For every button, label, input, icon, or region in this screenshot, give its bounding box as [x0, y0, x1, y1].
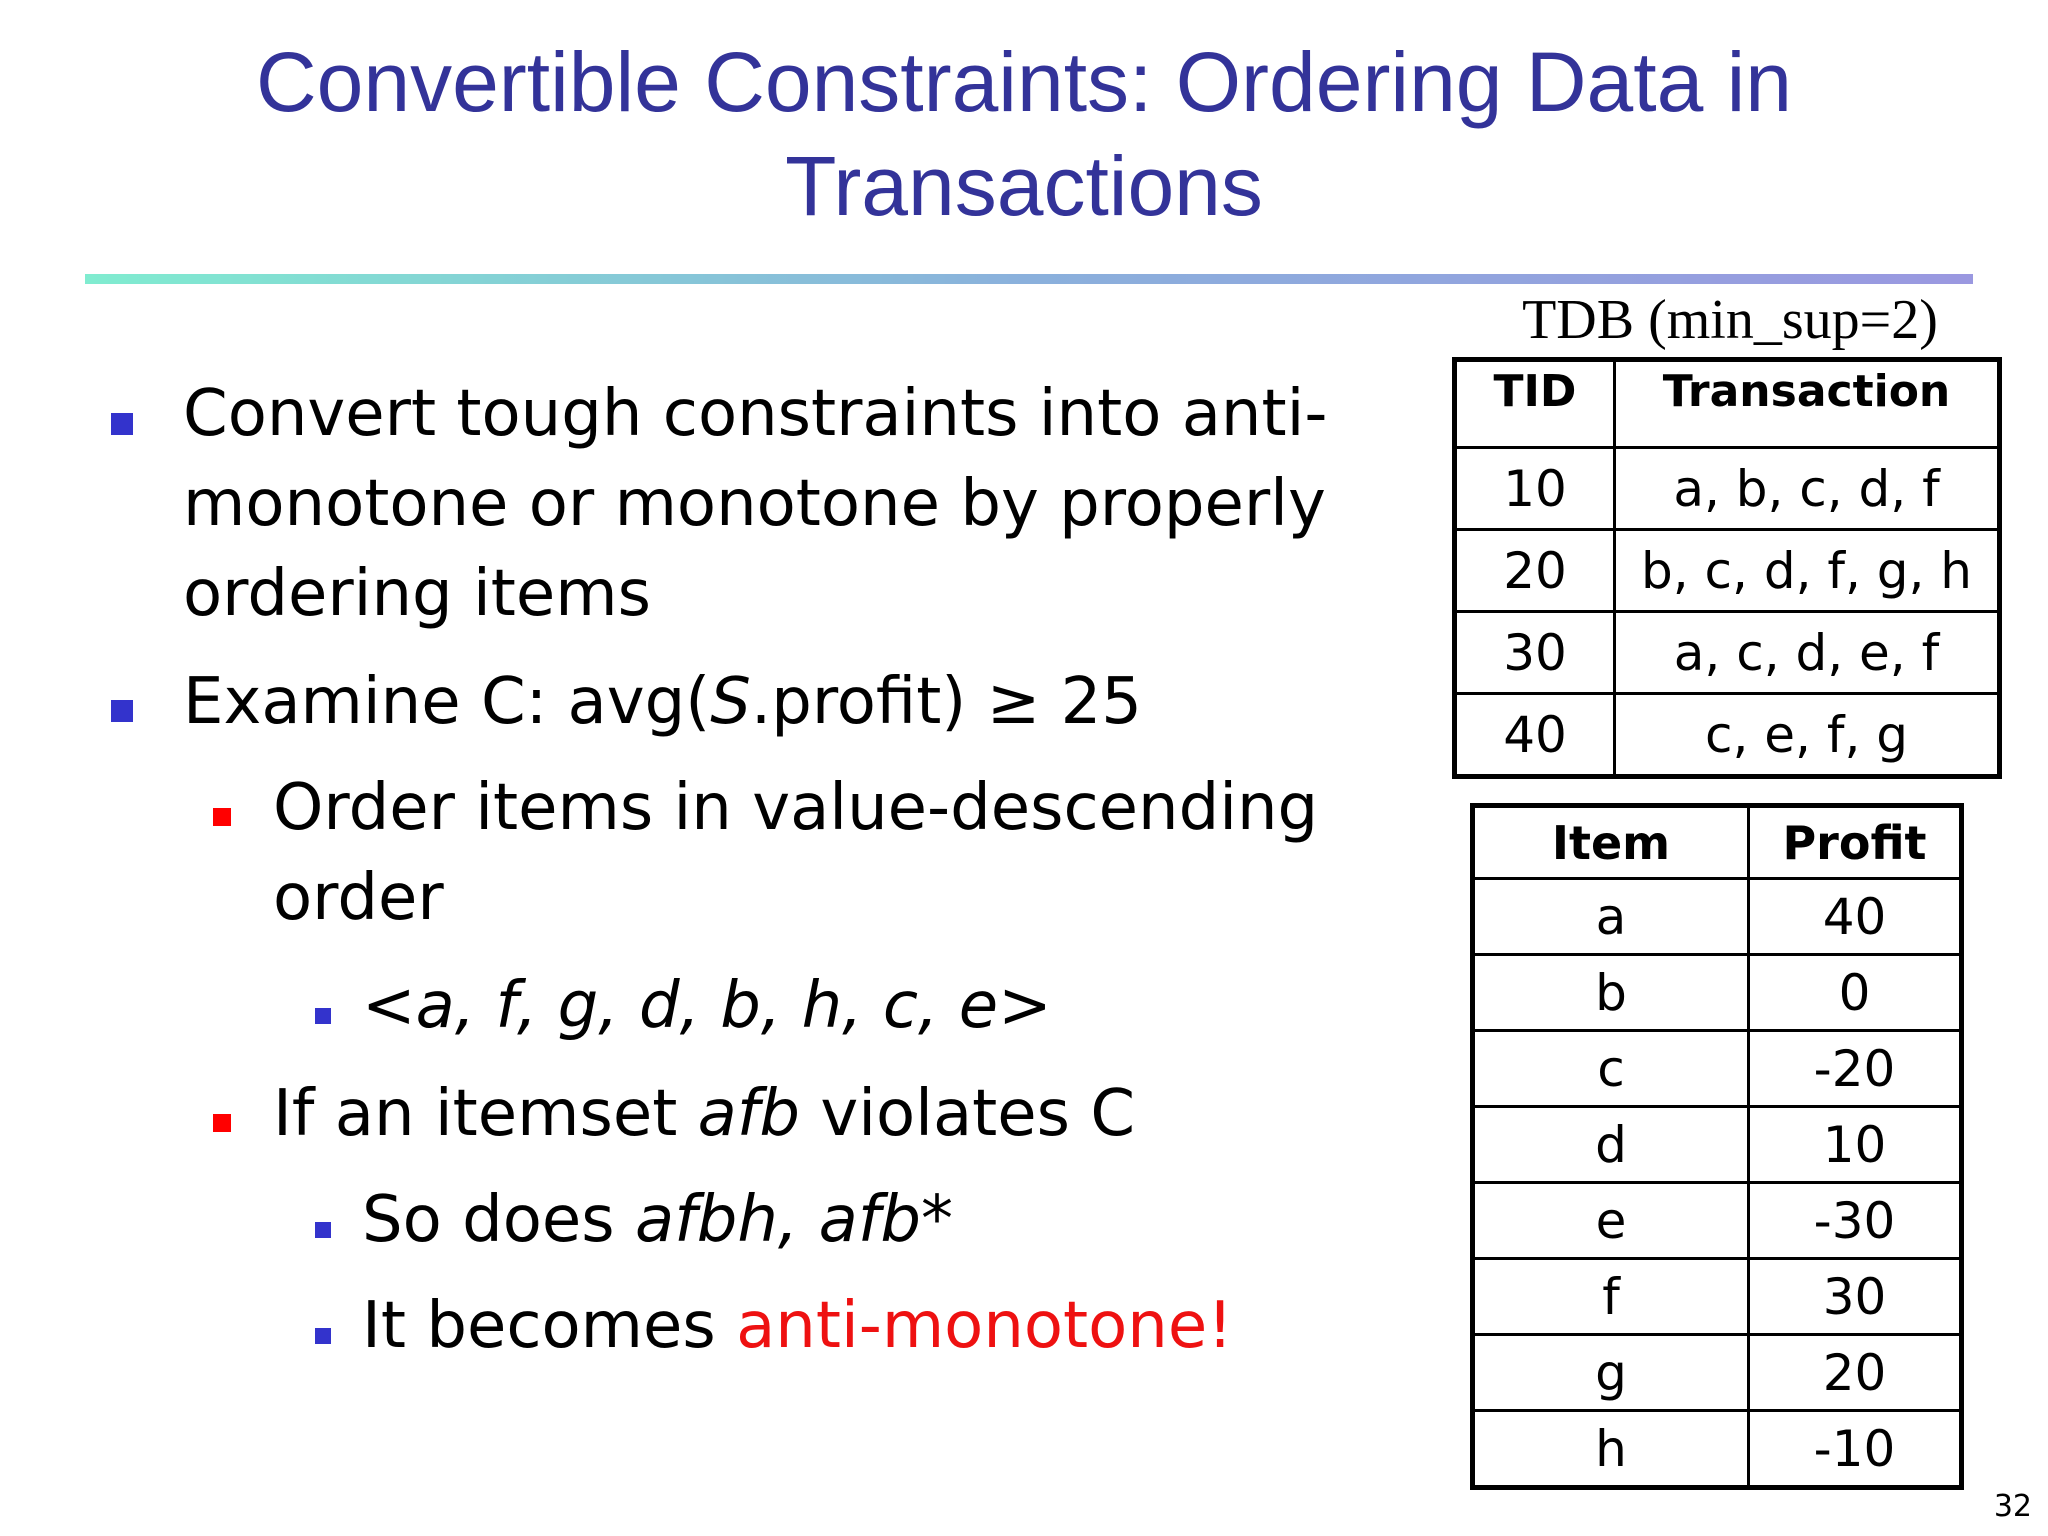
bullet-2-2-variable: afb — [697, 1077, 800, 1151]
bullet-2-variable: S — [710, 665, 751, 739]
profit-cell: -30 — [1749, 1183, 1962, 1259]
profit-cell: 10 — [1749, 1107, 1962, 1183]
bullet-2-2 — [273, 1068, 1135, 1160]
profit-header-row — [1473, 806, 1962, 879]
item-cell: h — [1473, 1411, 1749, 1488]
table-row — [1455, 612, 2000, 694]
bullet-square-icon — [213, 1114, 231, 1132]
bullet-2-2-1-prefix: So does — [362, 1183, 635, 1257]
anti-monotone-highlight: anti-monotone! — [736, 1289, 1233, 1363]
profit-header-item: Item — [1473, 806, 1749, 879]
item-cell: e — [1473, 1183, 1749, 1259]
tdb-table — [1452, 357, 2002, 779]
item-cell: a — [1473, 879, 1749, 955]
profit-cell: 40 — [1749, 879, 1962, 955]
tdb-header-tid: TID — [1455, 360, 1615, 448]
bullet-1-line-2: monotone or monotone by properly — [183, 467, 1326, 541]
tid-cell: 30 — [1455, 612, 1615, 694]
table-row — [1473, 1183, 1962, 1259]
item-cell: f — [1473, 1259, 1749, 1335]
bullet-square-icon — [315, 1328, 331, 1344]
profit-header-profit: Profit — [1749, 806, 1962, 879]
table-row — [1455, 694, 2000, 777]
bullet-2-2-2 — [362, 1280, 1233, 1372]
bullet-square-icon — [315, 1008, 331, 1024]
slide-title — [0, 30, 2048, 238]
bullet-2-2-1-variable: afbh, afb* — [634, 1183, 953, 1257]
profit-cell: -20 — [1749, 1031, 1962, 1107]
bullet-2-prefix: Examine C: avg( — [183, 665, 711, 739]
bullet-square-icon — [111, 413, 133, 435]
profit-cell: 20 — [1749, 1335, 1962, 1411]
title-divider — [85, 274, 1973, 284]
bullet-2-2-1 — [362, 1174, 953, 1266]
bullet-square-icon — [213, 808, 231, 826]
slide-title-line1: Convertible Constraints: Ordering Data in — [255, 35, 1793, 129]
bullet-2-2-prefix: If an itemset — [273, 1077, 698, 1151]
item-cell: b — [1473, 955, 1749, 1031]
transaction-cell: a, b, c, d, f — [1615, 448, 2000, 530]
bullet-square-icon — [315, 1222, 331, 1238]
tdb-caption: TDB (min_sup=2) — [1522, 289, 1938, 351]
bullet-2-suffix: .profit) ≥ 25 — [750, 665, 1142, 739]
tid-cell: 20 — [1455, 530, 1615, 612]
table-row — [1473, 1031, 1962, 1107]
profit-cell: 30 — [1749, 1259, 1962, 1335]
slide-title-line2: Transactions — [785, 139, 1263, 233]
table-row — [1473, 1259, 1962, 1335]
table-row — [1455, 530, 2000, 612]
tdb-header-transaction: Transaction — [1615, 360, 2000, 448]
table-row — [1473, 879, 1962, 955]
tid-cell: 10 — [1455, 448, 1615, 530]
transaction-cell: a, c, d, e, f — [1615, 612, 2000, 694]
transaction-cell: c, e, f, g — [1615, 694, 2000, 777]
transaction-cell: b, c, d, f, g, h — [1615, 530, 2000, 612]
table-row — [1473, 1107, 1962, 1183]
item-order-list: <a, f, g, d, b, h, c, e> — [362, 969, 1052, 1043]
profit-cell: 0 — [1749, 955, 1962, 1031]
item-cell: d — [1473, 1107, 1749, 1183]
page-number: 32 — [1993, 1489, 2032, 1524]
profit-cell: -10 — [1749, 1411, 1962, 1488]
bullet-1-line-1: Convert tough constraints into anti- — [183, 377, 1328, 451]
table-row — [1473, 1411, 1962, 1488]
item-cell: c — [1473, 1031, 1749, 1107]
item-cell: g — [1473, 1335, 1749, 1411]
bullet-1-line-3: ordering items — [183, 557, 651, 631]
bullet-2 — [183, 656, 1142, 748]
table-row — [1473, 955, 1962, 1031]
table-row — [1473, 1335, 1962, 1411]
bullet-square-icon — [111, 700, 133, 722]
bullet-2-2-suffix: violates C — [800, 1077, 1135, 1151]
bullet-2-1-line-1: Order items in value-descending — [273, 771, 1319, 845]
table-row — [1455, 448, 2000, 530]
profit-table — [1470, 803, 1964, 1490]
bullet-2-1-line-2: order — [273, 861, 444, 935]
tdb-header-row — [1455, 360, 2000, 448]
tid-cell: 40 — [1455, 694, 1615, 777]
bullet-2-2-2-prefix: It becomes — [362, 1289, 737, 1363]
